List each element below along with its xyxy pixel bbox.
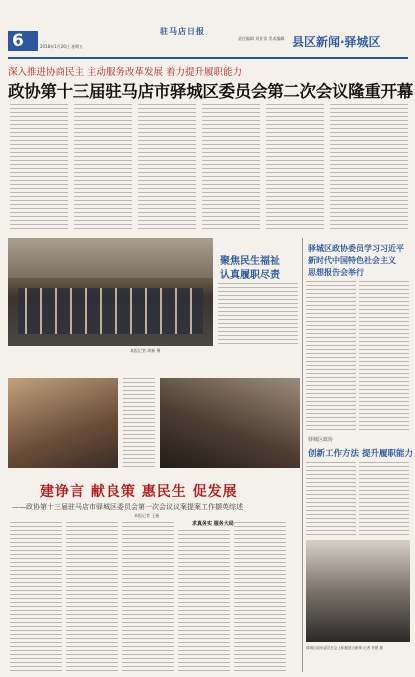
section-title: 县区新闻·驿城区	[292, 35, 381, 49]
photo-building	[8, 238, 213, 278]
lead-column-6	[330, 104, 408, 232]
feature-headline: 建诤言 献良策 惠民生 促发展	[40, 484, 238, 500]
photo-side-text	[123, 378, 155, 468]
feature-column-1	[10, 522, 62, 672]
lead-column-4	[202, 104, 260, 232]
lead-column-2	[74, 104, 132, 232]
right-story2-photo-caption: 驿城区政协委员在会上积极建言献策 记者 李慧 摄	[306, 646, 383, 650]
feature-column-4	[178, 530, 230, 672]
editor-info: 责任编辑 刘亚男 美术编辑	[238, 36, 285, 41]
feature-column-3	[122, 522, 174, 672]
feature-column-2	[66, 522, 118, 672]
lead-column-1	[10, 104, 68, 232]
photo-people-row	[18, 288, 203, 334]
right-story2-photo	[306, 540, 410, 642]
feature-column-head: 求真务实 服务大局	[192, 521, 234, 527]
photo-left-meeting	[8, 378, 118, 468]
feature-column-5	[234, 522, 286, 672]
headline-kicker: 深入推进协商民主 主动服务改革发展 着力提升履职能力	[8, 67, 243, 78]
lead-column-5	[266, 104, 324, 232]
right-story1-body-1	[306, 281, 356, 431]
right-column-divider	[302, 238, 303, 672]
photo-right-meeting	[160, 378, 300, 468]
feature-byline: 本报记者 王迪	[134, 513, 160, 518]
lead-headline: 政协第十三届驻马店市驿城区委员会第二次会议隆重开幕	[8, 82, 414, 101]
right-story1-body-2	[359, 281, 409, 431]
right-story1-title-2: 新时代中国特色社会主义	[308, 255, 396, 265]
page-number: 6	[12, 31, 24, 51]
lead-column-3	[138, 104, 196, 232]
right-story2-body-1	[306, 462, 356, 536]
right-story2-title: 创新工作方法 提升履职能力	[308, 449, 413, 459]
sidebar-title-2: 认真履职尽责	[220, 270, 280, 281]
group-photo	[8, 238, 213, 346]
right-story1-title-3: 思想报告会举行	[308, 267, 364, 277]
right-story1-title-1: 驿城区政协委员学习习近平	[308, 243, 404, 253]
feature-subhead: ——政协第十三届驻马店市驿城区委员会第一次会议议案提案工作撷英综述	[12, 503, 243, 511]
sidebar-title-1: 聚焦民生福祉	[220, 256, 280, 267]
masthead-rule	[8, 57, 408, 59]
group-photo-credit: 本报记者 周新 摄	[130, 348, 161, 353]
paper-name: 驻马店日报	[160, 26, 205, 36]
right-story2-kicker: 驿城区政协	[308, 437, 334, 443]
right-story2-body-2	[359, 462, 409, 536]
issue-date: 2018年1月26日 星期五	[40, 44, 84, 49]
sidebar-body	[218, 283, 298, 347]
